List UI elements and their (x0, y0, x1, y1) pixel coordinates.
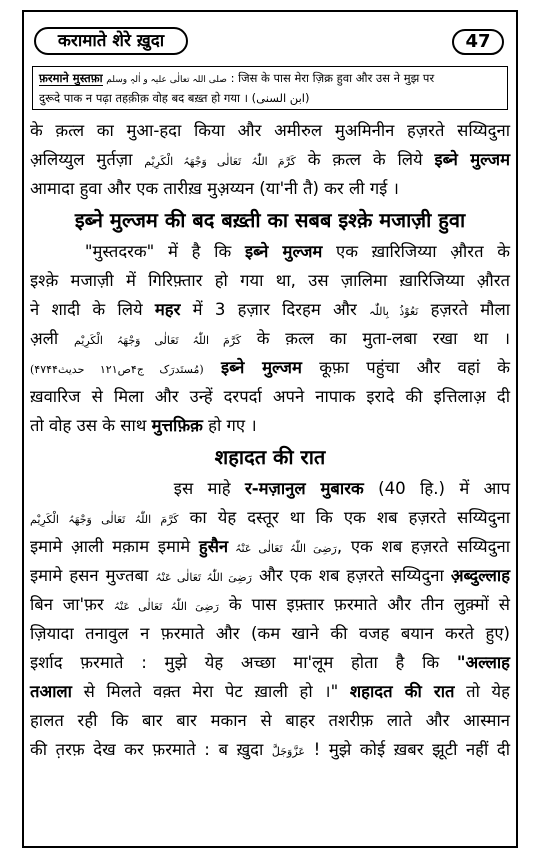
bold-name: इब्ने मुल्जम (220, 358, 302, 377)
para2-line-2: इश्क़े मजाज़ी में गिरिफ़्तार हो गया था, उस ज़ालिमा ख़ारिजिय्या औ़रत (30, 271, 510, 290)
text-span: के पास इफ़्तार फ़रमाते और तीन लुक़्मों से (218, 595, 510, 614)
text-span: का येह दस्तूर था कि एक शब हज़रते सय्यिदुना (178, 508, 511, 527)
para2-line-3 (30, 295, 510, 324)
text-span: तो वोह उस के साथ (30, 416, 152, 435)
text-span: एक ख़ारिजिय्या औ़रत के (322, 242, 510, 261)
text-span: "मुस्तदरक" में है कि (84, 242, 245, 261)
main-text (30, 116, 510, 764)
hadith-line-2: दुरूदे पाक न पढ़ा तहक़ीक़ वोह बद बख़्त हो गया । (ابن السنی) (39, 91, 310, 105)
hadith-lead: फ़रमाने मुस्तफ़ा (39, 71, 103, 85)
hadith-salutation: صلی اللہ تعالٰی علیہ و اٰلہٖ وسلم (106, 75, 227, 85)
para2-line-7 (30, 411, 510, 440)
arabic-honorific: رَضِیَ اللّٰہُ تَعَالٰی عَنْہُ (228, 542, 337, 555)
para2-line-6: ख़वारिज से मिला और उन्हें दरपर्दा अपने नापाक इरादे की इत्तिलाअ़ दी (30, 387, 510, 406)
book-title: करामाते शेरे ख़ुदा (34, 27, 188, 55)
text-span: ने शादी के लिये (30, 300, 155, 319)
para1-line-1: के क़त्ल का मुआ-हदा किया और अमीरुल मुअमिनीन हज़रते सय्यिदुना (30, 121, 510, 140)
arabic-honorific: کَرَّمَ اللّٰہُ تَعَالٰی وَجْھَہُ الْکَرِیْم (144, 155, 296, 168)
bold-word: मुत्तफ़िक़ (151, 416, 203, 435)
text-span: कूफ़ा पहुंचा और वहां के (301, 358, 511, 377)
bold-word: शहादत की रात (349, 682, 455, 701)
bold-word: "अल्लाह (456, 653, 510, 672)
section-heading-2: शहादत की रात (214, 445, 326, 469)
text-span: , एक शब हज़रते सय्यिदुना (336, 537, 511, 556)
text-span: बिन जा'फ़र (30, 595, 114, 614)
para3-line-2 (30, 503, 510, 532)
hadith-text-1: : जिस के पास मेरा ज़िक्र हुवा और उस ने मुझ पर (230, 71, 435, 85)
text-span: अ़ली (30, 329, 74, 348)
text-span: की त़रफ़ देख कर फ़रमाते : ब ख़ुदा (30, 740, 272, 759)
bold-word: र-मज़ानुल मुबारक (244, 479, 364, 498)
para2-line-5 (30, 353, 510, 382)
text-span: इमामे आ़ली मक़ाम इमामे (30, 537, 199, 556)
text-span: के क़त्ल के लिये (307, 150, 435, 169)
arabic-phrase: نَعُوْذُ بِاللّٰہ (369, 305, 419, 318)
bold-name: हुसैन (198, 537, 229, 556)
text-span: के क़त्ल का मुता-लबा रखा था । (241, 329, 510, 348)
arabic-reference: (مُستَدرَک ج۴ص۱۲۱ حدیث۴۷۴۴) (30, 363, 204, 376)
bold-word: महर (154, 300, 181, 319)
arabic-honorific: رَضِیَ اللّٰہُ تَعَالٰی عَنْہُ (155, 571, 252, 584)
para3-line-3 (30, 532, 510, 561)
text-span: हज़रते मौला (418, 300, 511, 319)
text-span: में 3 हज़ार दिरहम और (180, 300, 370, 319)
text-span: (40 हि.) में आप (363, 479, 511, 498)
para2-line-4 (30, 324, 510, 353)
text-span: हो गए । (202, 416, 257, 435)
arabic-honorific: رَضِیَ اللّٰہُ تَعَالٰی عَنْہُ (113, 600, 219, 613)
para3-line-1 (30, 474, 510, 503)
para3-line-8 (30, 677, 510, 706)
arabic-honorific: کَرَّمَ اللّٰہُ تَعَالٰی وَجْھَہُ الْکَرِیْم (30, 513, 179, 526)
text-span: इर्शाद फ़रमाते : मुझे येह अच्छा मा'लूम होता है कि (30, 653, 457, 672)
text-span: से मिलते वक़्त मेरा पेट ख़ाली हो ।" (71, 682, 350, 701)
para3-line-9: हालत रही कि बार बार मकान से बाहर तशरीफ़ लाते और आस्मान (30, 711, 510, 730)
para2-line-1 (30, 237, 510, 266)
text-span: तो येह (454, 682, 510, 701)
para3-line-6: ज़ियादा तनावुल न फ़रमाते और (कम खाने की वजह बयान करते हुए) (30, 624, 510, 643)
para3-line-7 (30, 648, 510, 677)
para3-line-5 (30, 590, 510, 619)
arabic-phrase: عَزَّوَجَلَّ (271, 745, 305, 758)
para1-line-3: आमादा हुवा और एक तारीख़ मुअ़य्यन (या'नी तै) कर ली गई । (30, 179, 399, 198)
bold-name: इब्ने मुल्जम (434, 150, 510, 169)
section-heading-1: इब्ने मुल्जम की बद बख़्ती का सबब इश्क़े मजाज़ी हुवा (74, 208, 466, 232)
text-span: ! मुझे कोई ख़बर झूटी नहीं दी (304, 740, 511, 759)
page-number: 47 (452, 29, 504, 55)
bold-word: तआला (30, 682, 72, 701)
bold-name: इब्ने मुल्जम (244, 242, 323, 261)
text-span: इस माहे (173, 479, 245, 498)
hadith-line-1 (39, 69, 501, 89)
para3-line-10 (30, 735, 510, 764)
para3-line-4 (30, 561, 510, 590)
para1-line-2 (30, 145, 510, 174)
text-span: अ़लिय्युल मुर्तज़ा (30, 150, 145, 169)
text-span: इमामे हसन मुज्तबा (30, 566, 156, 585)
arabic-honorific: کَرَّمَ اللّٰہُ تَعَالٰی وَجْھَہُ الْکَرِیْم (73, 334, 242, 347)
bold-name: अ़ब्दुल्लाह (450, 566, 511, 585)
hadith-box (32, 66, 508, 110)
text-span: और एक शब हज़रते सय्यिदुना (251, 566, 451, 585)
